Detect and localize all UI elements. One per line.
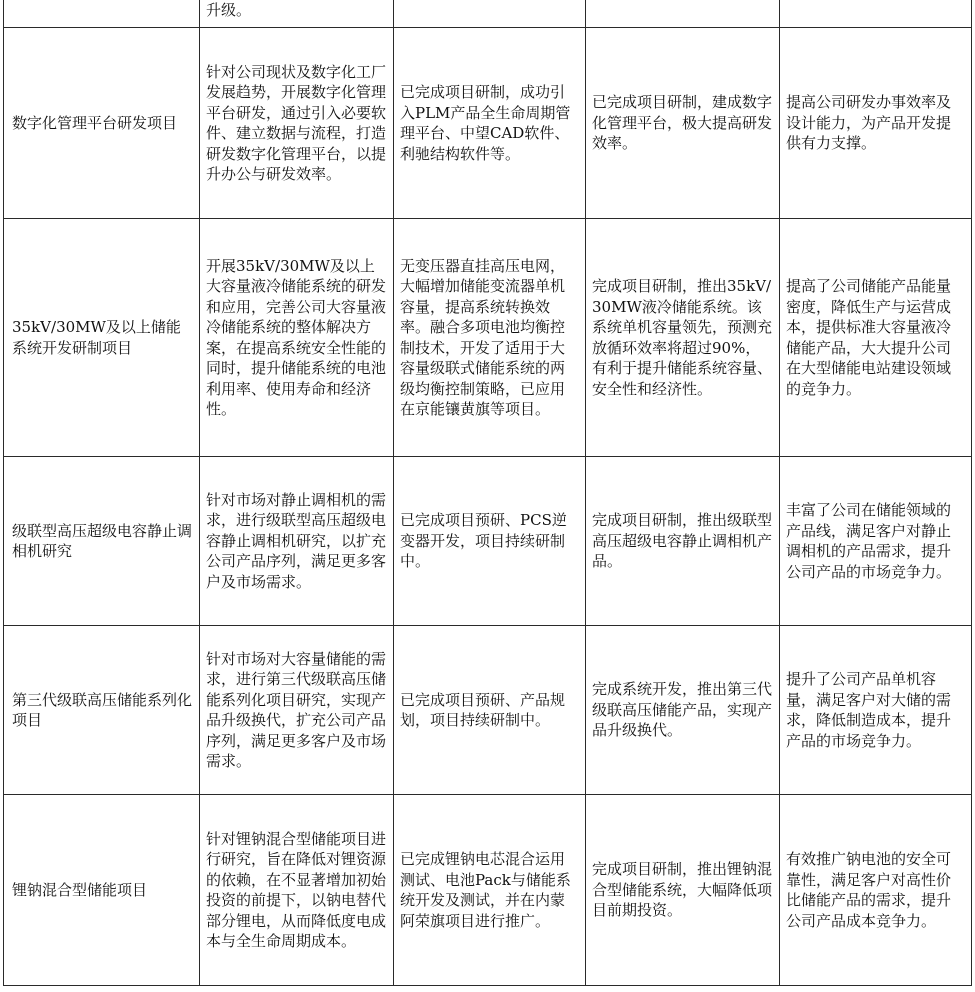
project-progress-cell: 无变压器直挂高压电网，大幅增加储能变流器单机容量，提高系统转换效率。融合多项电池均衡控制技术，开发了适用于大容量级联式储能系统的两级均衡控制策略，已应用在京能镶黄旗等项目。: [394, 219, 586, 457]
project-name-cell: 级联型高压超级电容静止调相机研究: [4, 457, 200, 626]
project-progress-cell: 已完成锂钠电芯混合运用测试、电池Pack与储能系统开发及测试，并在内蒙阿荣旗项目进行推广。: [394, 795, 586, 986]
project-name-cell: 锂钠混合型储能项目: [4, 795, 200, 986]
project-impact-cell: 丰富了公司在储能领域的产品线，满足客户对静止调相机的产品需求，提升公司产品的市场竞争力。: [780, 457, 972, 626]
project-goal-cell: 升级。: [200, 0, 394, 28]
project-progress-cell: 已完成项目预研、PCS逆变器开发，项目持续研制中。: [394, 457, 586, 626]
project-progress-cell: [394, 0, 586, 28]
project-impact-cell: 提高了公司储能产品能量密度，降低生产与运营成本，提供标准大容量液冷储能产品，大大提升公司在大型储能电站建设领域的竞争力。: [780, 219, 972, 457]
table-row-continuation: [4, 0, 972, 28]
project-goal-cell: 针对市场对大容量储能的需求，进行第三代级联高压储能系列化项目研究，实现产品升级换代，扩充公司产品序列，满足更多客户及市场需求。: [200, 626, 394, 795]
project-impact-cell: [780, 0, 972, 28]
project-target-cell: 完成系统开发，推出第三代级联高压储能产品，实现产品升级换代。: [586, 626, 780, 795]
project-goal-cell: 针对锂钠混合型储能项目进行研究，旨在降低对锂资源的依赖，在不显著增加初始投资的前提下，以钠电替代部分锂电，从而降低度电成本与全生命周期成本。: [200, 795, 394, 986]
project-name-cell: 35kV/30MW及以上储能系统开发研制项目: [4, 219, 200, 457]
project-target-cell: 完成项目研制，推出级联型高压超级电容静止调相机产品。: [586, 457, 780, 626]
project-progress-cell: 已完成项目预研、产品规划，项目持续研制中。: [394, 626, 586, 795]
project-target-cell: 完成项目研制，推出35kV/30MW液冷储能系统。该系统单机容量领先，预测充放循环效率将超过90%，有利于提升储能系统容量、安全性和经济性。: [586, 219, 780, 457]
project-target-cell: 完成项目研制，推出锂钠混合型储能系统，大幅降低项目前期投资。: [586, 795, 780, 986]
project-impact-cell: 提升了公司产品单机容量，满足客户对大储的需求，降低制造成本，提升产品的市场竞争力。: [780, 626, 972, 795]
project-target-cell: [586, 0, 780, 28]
project-impact-cell: 有效推广钠电池的安全可靠性，满足客户对高性价比储能产品的需求，提升公司产品成本竞争力。: [780, 795, 972, 986]
project-progress-cell: 已完成项目研制，成功引入PLM产品全生命周期管理平台、中望CAD软件、利驰结构软件等。: [394, 28, 586, 219]
project-name-cell: 数字化管理平台研发项目: [4, 28, 200, 219]
project-target-cell: 已完成项目研制，建成数字化管理平台，极大提高研发效率。: [586, 28, 780, 219]
project-name-cell: 第三代级联高压储能系列化项目: [4, 626, 200, 795]
project-goal-cell: 针对市场对静止调相机的需求，进行级联型高压超级电容静止调相机研究，以扩充公司产品序列，满足更多客户及市场需求。: [200, 457, 394, 626]
table-row: [4, 795, 972, 986]
project-name-cell: [4, 0, 200, 28]
table-row: [4, 457, 972, 626]
project-goal-cell: 开展35kV/30MW及以上大容量液冷储能系统的研发和应用，完善公司大容量液冷储能系统的整体解决方案，在提高系统安全性能的同时，提升储能系统的电池利用率、使用寿命和经济性。: [200, 219, 394, 457]
rd-projects-table: [3, 0, 972, 986]
table-row: [4, 219, 972, 457]
table-row: [4, 28, 972, 219]
project-impact-cell: 提高公司研发办事效率及设计能力，为产品开发提供有力支撑。: [780, 28, 972, 219]
project-goal-cell: 针对公司现状及数字化工厂发展趋势，开展数字化管理平台研发，通过引入必要软件、建立数据与流程，打造研发数字化管理平台，以提升办公与研发效率。: [200, 28, 394, 219]
table-row: [4, 626, 972, 795]
